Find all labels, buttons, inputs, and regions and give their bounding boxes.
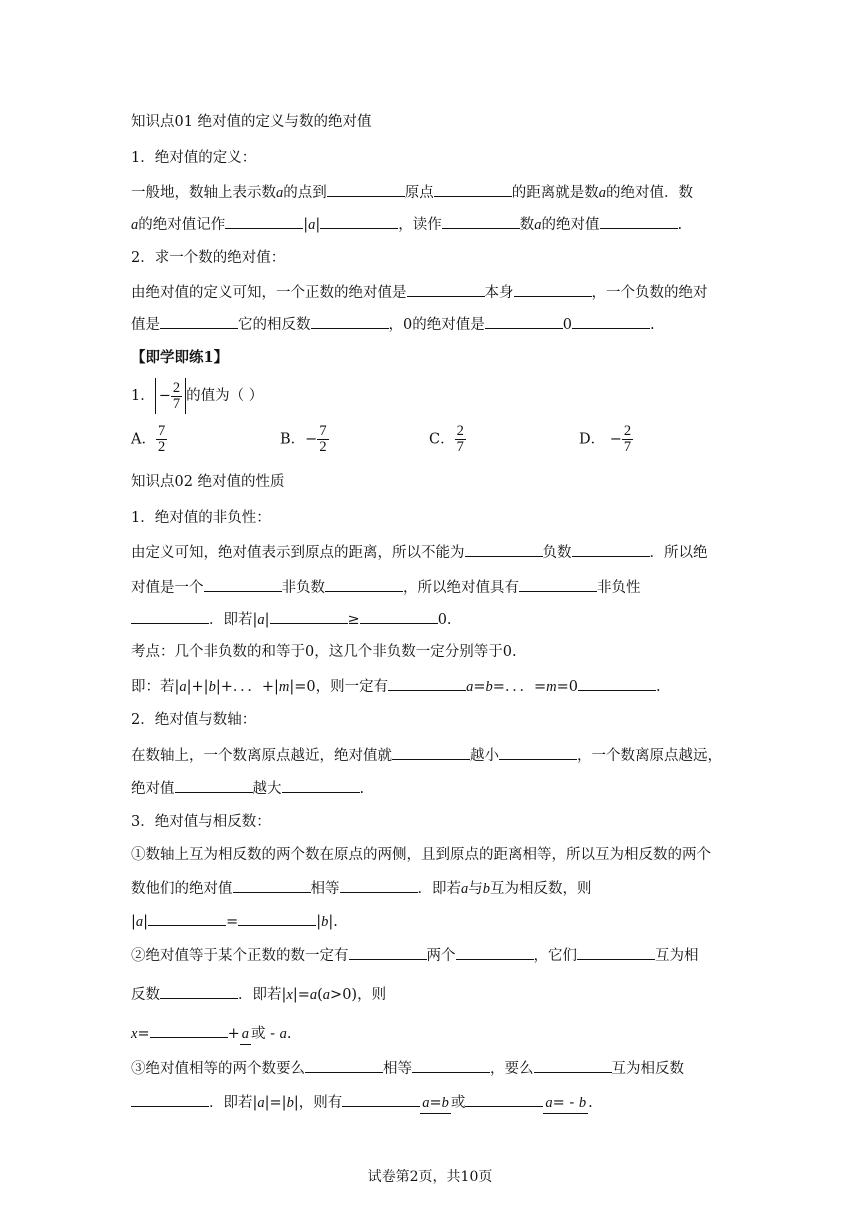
answer-fill: a= - b (543, 1093, 588, 1114)
blank (412, 1058, 490, 1073)
blank (150, 1023, 228, 1038)
paragraph-opposite-line3: |a| = |b|. (131, 911, 338, 932)
blank (175, 778, 253, 793)
blank (456, 945, 534, 960)
answer-fill: a (240, 1024, 251, 1045)
practice-question-1: 1． − $\frac{2}{7}$ 的值为（ ） (131, 378, 263, 414)
blank (327, 182, 405, 197)
blank (238, 911, 316, 926)
blank (442, 214, 520, 229)
paragraph-opposite-line8: ．即若|a|=|b|，则有 a=b 或 a= - b . (131, 1092, 593, 1114)
blank (282, 778, 360, 793)
subheading-definition: 1．绝对值的定义： (131, 150, 257, 166)
exam-point-formula: 即：若|a|+|b|+．．．+|m|=0，则一定有 a=b=．．．=m=0 . (131, 676, 661, 697)
blank (349, 945, 427, 960)
option-a: A． $\frac{7}{2}$ (131, 423, 166, 455)
section-title-2: 知识点02 绝对值的性质 (131, 474, 285, 490)
paragraph-nonneg-line2: 对值是一个 非负数 ，所以绝对值具有 非负性 (131, 577, 641, 598)
blank (392, 745, 470, 760)
blank (572, 542, 650, 557)
blank (160, 314, 238, 329)
paragraph-numberline-line1: 在数轴上，一个数离原点越近，绝对值就 越小 ，一个数离原点越远， (131, 745, 722, 766)
paragraph-nonneg-line1: 由定义可知，绝对值表示到原点的距离，所以不能为 负数 ．所以绝 (131, 542, 708, 563)
blank (534, 1058, 612, 1073)
subheading-opposite: 3．绝对值与相反数： (131, 814, 271, 830)
blank (225, 214, 303, 229)
blank (572, 314, 650, 329)
blank (340, 878, 418, 893)
paragraph-opposite-line1: ①数轴上互为相反数的两个数在原点的两侧，且到原点的距离相等，所以互为相反数的两个 (131, 847, 711, 863)
paragraph-opposite-line5: 反数 ．即若|x|=a(a>0)，则 (131, 984, 386, 1005)
paragraph-definition-line1: 一般地，数轴上表示数a的点到 原点 的距离就是数a的绝对值．数 (131, 182, 693, 203)
paragraph-opposite-line7: ③绝对值相等的两个数要么 相等 ，要么 互为相反数 (131, 1058, 684, 1079)
blank (325, 577, 403, 592)
blank (485, 314, 563, 329)
paragraph-find-line1: 由绝对值的定义可知，一个正数的绝对值是 本身 ，一个负数的绝对 (131, 282, 708, 303)
blank (342, 1092, 420, 1107)
blank (600, 214, 678, 229)
blank (311, 314, 389, 329)
blank (233, 878, 311, 893)
blank (465, 1092, 543, 1107)
blank (131, 1092, 209, 1107)
subheading-numberline: 2．绝对值与数轴： (131, 712, 257, 728)
blank (388, 676, 466, 691)
blank (160, 984, 238, 999)
subheading-find-abs: 2．求一个数的绝对值： (131, 250, 286, 266)
paragraph-opposite-line2: 数他们的绝对值 相等 ．即若a与b互为相反数，则 (131, 878, 592, 899)
option-d: D． − $\frac{2}{7}$ (579, 423, 632, 455)
blank (499, 745, 577, 760)
blank (305, 1058, 383, 1073)
blank (320, 214, 398, 229)
blank (204, 577, 282, 592)
blank (131, 609, 209, 624)
blank (578, 676, 656, 691)
blank (519, 577, 597, 592)
exam-point-note: 考点：几个非负数的和等于0，这几个非负数一定分别等于0. (131, 644, 517, 660)
subheading-nonnegative: 1．绝对值的非负性： (131, 510, 271, 526)
paragraph-definition-line2: a的绝对值记作 |a| ，读作 数a的绝对值 . (131, 214, 682, 235)
paragraph-opposite-line6: x= + a 或 - a. (131, 1023, 291, 1045)
blank (148, 911, 226, 926)
option-c: C． $\frac{2}{7}$ (429, 423, 464, 455)
blank (577, 945, 655, 960)
paragraph-numberline-line2: 绝对值 越大 . (131, 778, 364, 799)
blank (270, 609, 348, 624)
absolute-value-expression: − $\frac{2}{7}$ (155, 378, 186, 414)
paragraph-nonneg-line3: ．即若|a| ≥ 0. (131, 609, 452, 630)
blank (434, 182, 512, 197)
blank (360, 609, 438, 624)
paragraph-opposite-line4: ②绝对值等于某个正数的数一定有 两个 ，它们 互为相 (131, 945, 699, 966)
section-title-1: 知识点01 绝对值的定义与数的绝对值 (131, 114, 372, 130)
blank (465, 542, 543, 557)
option-b: B．− $\frac{7}{2}$ (280, 423, 327, 455)
paragraph-find-line2: 值是 它的相反数 ，0的绝对值是 0 . (131, 314, 655, 335)
answer-fill: a=b (420, 1093, 451, 1114)
practice-heading: 【即学即练1】 (131, 349, 229, 366)
page-footer: 试卷第2页，共10页 (367, 1169, 493, 1185)
blank (514, 282, 592, 297)
blank (407, 282, 485, 297)
